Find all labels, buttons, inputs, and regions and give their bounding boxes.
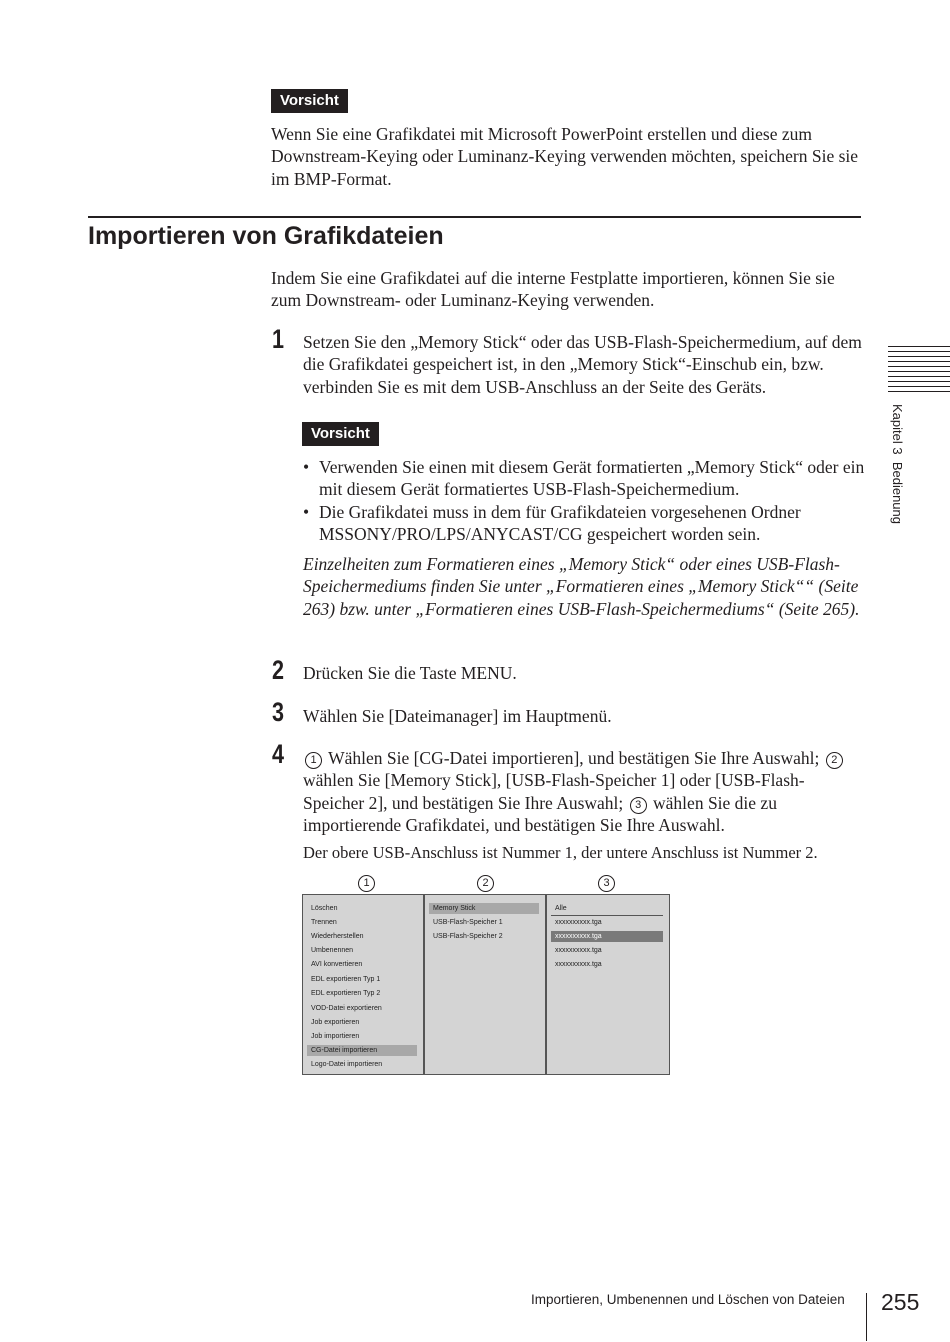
file-filter-header[interactable]: Alle (555, 905, 567, 912)
menu-column-1 (303, 895, 423, 1074)
step-4-part-1: Wählen Sie [CG-Datei importieren], und bestätigen Sie Ihre Auswahl; (328, 748, 820, 768)
file-item[interactable]: xxxxxxxxxx.tga (555, 961, 602, 968)
step-4-part-2: wählen Sie [Memory Stick], [USB-Flash-Speicher 1] oder [USB-Flash-Speicher 2], und bestätigen Sie Ihre Auswahl; (303, 770, 805, 813)
callout-marker-2: 2 (826, 752, 843, 769)
caution-bullet-list (303, 456, 865, 546)
page-number: 255 (881, 1289, 920, 1315)
screenshot-callout-1: 1 (358, 875, 375, 892)
screenshot-callout-3: 3 (598, 875, 615, 892)
menu-item[interactable]: EDL exportieren Typ 2 (311, 990, 381, 997)
formatting-reference-note: Einzelheiten zum Formatieren eines „Memory Stick“ oder eines USB-Flash-Speichermediums finden Sie unter „Formatieren eines „Memory Stick““ (Seite 263) bzw. unter „Formatieren eines USB-Flash-Speichermediums“ (Seite 265). (303, 554, 860, 619)
menu-item[interactable]: EDL exportieren Typ 1 (311, 976, 381, 983)
menu-item-selected[interactable]: CG-Datei importieren (307, 1045, 417, 1056)
caution-badge-step1: Vorsicht (302, 422, 379, 446)
step-number-2: 2 (272, 655, 285, 685)
menu-item[interactable]: Job exportieren (311, 1019, 360, 1026)
menu-item[interactable]: Umbenennen (311, 947, 354, 954)
section-intro: Indem Sie eine Grafikdatei auf die interne Festplatte importieren, können Sie sie zum Downstream- oder Luminanz-Keying verwenden. (271, 268, 835, 311)
file-manager-screenshot (302, 894, 670, 1075)
storage-item[interactable]: USB-Flash-Speicher 2 (433, 933, 503, 940)
menu-item[interactable]: Job importieren (311, 1033, 360, 1040)
step-2-text: Drücken Sie die Taste MENU. (303, 663, 517, 683)
caution-badge: Vorsicht (271, 89, 348, 113)
header-divider (551, 915, 663, 916)
step-number-1: 1 (272, 324, 285, 354)
footer-rule (866, 1293, 867, 1341)
menu-item[interactable]: Löschen (311, 905, 338, 912)
section-title: Importieren von Grafikdateien (88, 222, 444, 250)
screenshot-callout-2: 2 (477, 875, 494, 892)
usb-port-note: Der obere USB-Anschluss ist Nummer 1, der untere Anschluss ist Nummer 2. (303, 843, 818, 862)
step-number-3: 3 (272, 697, 285, 727)
menu-item[interactable]: Trennen (311, 919, 337, 926)
footer-section-title: Importieren, Umbenennen und Löschen von Dateien (531, 1292, 845, 1307)
file-item[interactable]: xxxxxxxxxx.tga (555, 919, 602, 926)
file-item[interactable]: xxxxxxxxxx.tga (555, 947, 602, 954)
step-number-4: 4 (272, 739, 285, 769)
step-1-text: Setzen Sie den „Memory Stick“ oder das USB-Flash-Speichermedium, auf dem die Grafikdatei gespeichert ist, in den „Memory Stick“-Einschub ein, bzw. verbinden Sie es mit dem USB-Anschluss an der Seite des Geräts. (303, 332, 862, 397)
step-4-text (303, 747, 863, 837)
callout-marker-3: 3 (630, 797, 647, 814)
storage-item[interactable]: USB-Flash-Speicher 1 (433, 919, 503, 926)
step-3-text: Wählen Sie [Dateimanager] im Hauptmenü. (303, 706, 612, 726)
caution-bullet: • Verwenden Sie einen mit diesem Gerät formatierten „Memory Stick“ oder ein mit diesem Gerät formatiertes USB-Flash-Speichermedium. (303, 456, 865, 501)
menu-item[interactable]: AVI konvertieren (311, 961, 363, 968)
caution-bullet: • Die Grafikdatei muss in dem für Grafikdateien vorgesehenen Ordner MSSONY/PRO/LPS/ANYCAST/CG gespeichert worden sein. (303, 501, 865, 546)
menu-column-2 (425, 895, 545, 1074)
section-rule (88, 216, 861, 218)
step-4-part-3: wählen Sie die zu importierende Grafikdatei, und bestätigen Sie Ihre Auswahl. (303, 792, 777, 836)
menu-item[interactable]: VOD-Datei exportieren (311, 1005, 382, 1012)
file-item-selected[interactable]: xxxxxxxxxx.tga (551, 931, 663, 942)
intro-caution-text: Wenn Sie eine Grafikdatei mit Microsoft PowerPoint erstellen und diese zum Downstream-Keying oder Luminanz-Keying verwenden möchten, speichern Sie sie im BMP-Format. (271, 124, 859, 189)
menu-item[interactable]: Logo-Datei importieren (311, 1061, 383, 1068)
chapter-side-label: Kapitel 3 Bedienung (890, 404, 905, 524)
menu-item[interactable]: Wiederherstellen (311, 933, 364, 940)
menu-column-3 (547, 895, 669, 1074)
storage-item-selected[interactable]: Memory Stick (429, 903, 539, 914)
callout-marker-1: 1 (305, 752, 322, 769)
